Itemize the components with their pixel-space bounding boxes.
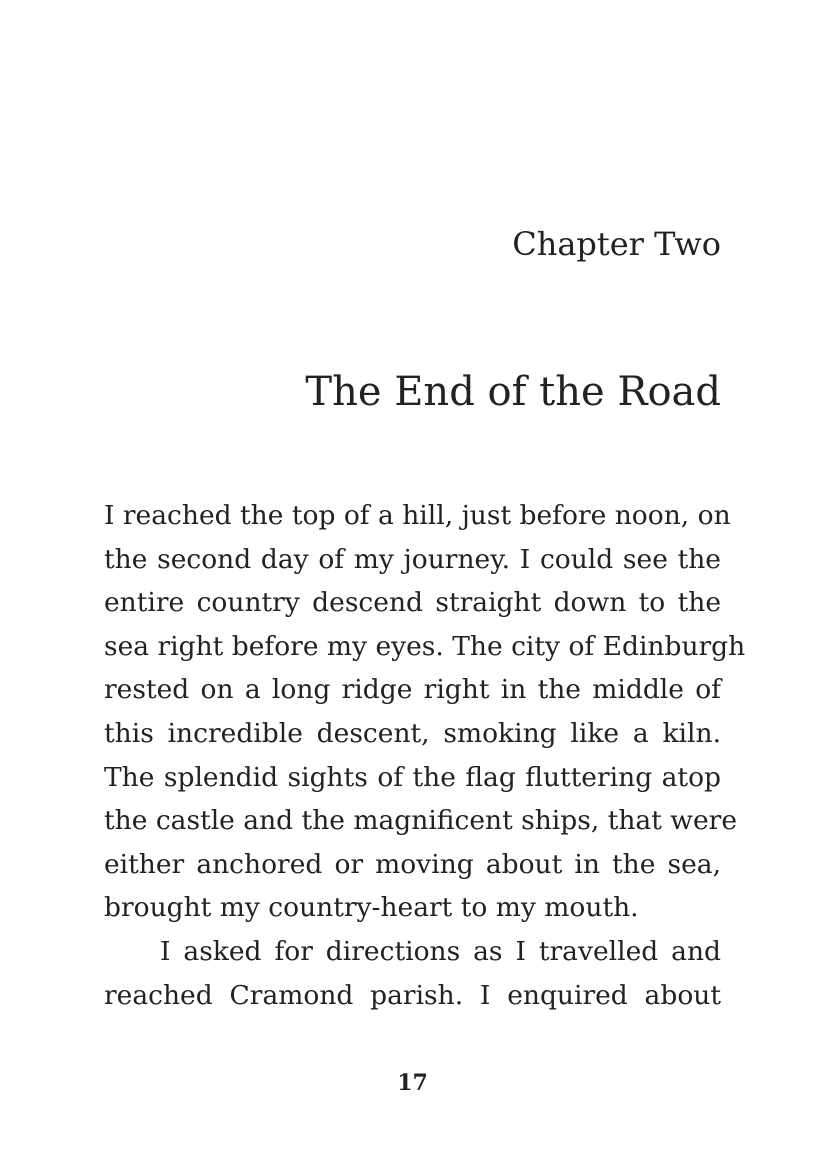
chapter-title: The End of the Road: [305, 369, 721, 415]
text-line: I reached the top of a hill, just before noon, on: [104, 500, 731, 531]
text-line: I asked for directions as I travelled and: [160, 935, 721, 967]
body-text: [104, 494, 746, 1017]
text-line: brought my country-heart to my mouth.: [104, 892, 639, 924]
text-line: entire country descend straight down to the: [104, 587, 721, 619]
text-line: this incredible descent, smoking like a kiln.: [104, 717, 721, 749]
text-line: The splendid sights of the flag fluttering atop: [104, 761, 721, 793]
text-line: sea right before my eyes. The city of Edinburgh: [104, 630, 746, 662]
text-line: reached Cramond parish. I enquired about: [104, 979, 721, 1011]
page-number: 17: [397, 1070, 428, 1096]
text-line: the castle and the magnificent ships, that were: [104, 805, 737, 837]
text-line: the second day of my journey. I could see the: [104, 543, 721, 575]
text-line: either anchored or moving about in the sea,: [104, 848, 721, 880]
text-line: rested on a long ridge right in the middle of: [104, 674, 721, 706]
chapter-label: Chapter Two: [512, 225, 721, 263]
